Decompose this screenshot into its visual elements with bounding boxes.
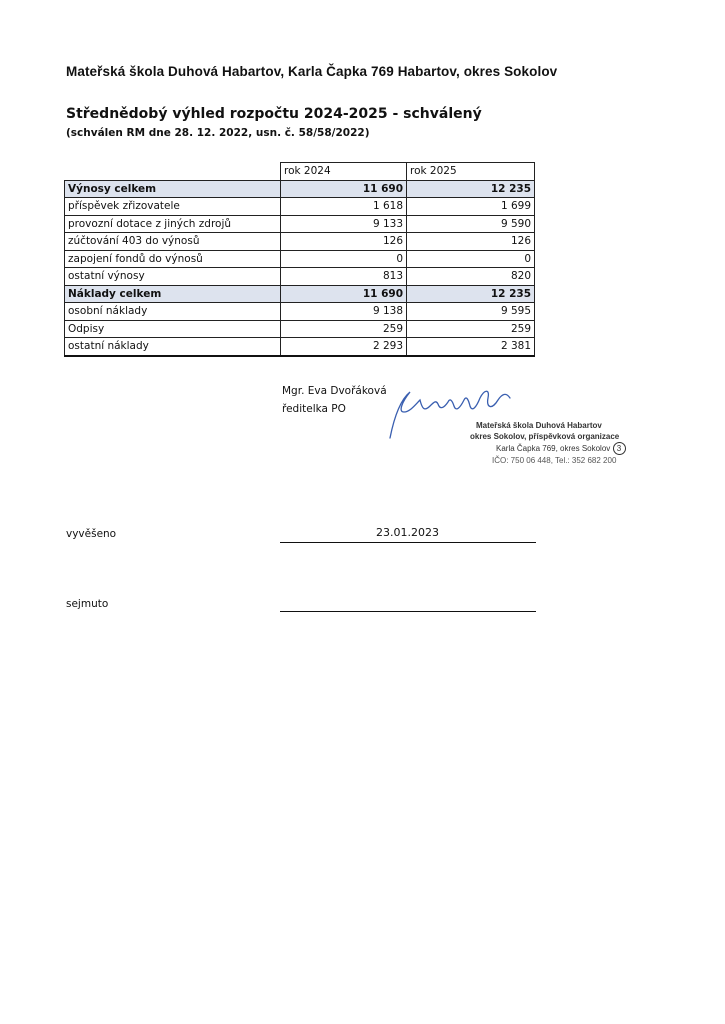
table-row (65, 320, 535, 338)
row-value-2024: 0 (281, 250, 407, 268)
table-row (65, 250, 535, 268)
row-label: osobní náklady (65, 303, 281, 321)
row-label: Odpisy (65, 320, 281, 338)
stamp-line: IČO: 750 06 448, Tel.: 352 682 200 (492, 456, 617, 465)
row-value-2025: 12 235 (407, 180, 535, 198)
table-row (65, 338, 535, 356)
row-label: ostatní náklady (65, 338, 281, 356)
stamp-number (613, 442, 626, 455)
row-value-2025: 259 (407, 320, 535, 338)
official-stamp (470, 420, 626, 466)
removed-line (280, 611, 536, 612)
table-row (65, 215, 535, 233)
row-value-2025: 0 (407, 250, 535, 268)
table-header-empty (65, 163, 281, 181)
row-value-2024: 9 138 (281, 303, 407, 321)
row-label: provozní dotace z jiných zdrojů (65, 215, 281, 233)
stamp-line (470, 442, 626, 455)
stamp-line: okres Sokolov, příspěvková organizace (470, 432, 620, 441)
row-value-2024: 9 133 (281, 215, 407, 233)
row-value-2024: 2 293 (281, 338, 407, 356)
row-value-2024: 259 (281, 320, 407, 338)
table-header-row (65, 163, 535, 181)
signatory-name: Mgr. Eva Dvořáková (282, 385, 387, 397)
row-value-2025: 1 699 (407, 198, 535, 216)
row-value-2025: 126 (407, 233, 535, 251)
row-value-2024: 11 690 (281, 285, 407, 303)
posted-line (280, 542, 536, 543)
row-label: zapojení fondů do výnosů (65, 250, 281, 268)
row-label: příspěvek zřizovatele (65, 198, 281, 216)
signatory-role: ředitelka PO (282, 403, 346, 415)
document-subtitle: (schválen RM dne 28. 12. 2022, usn. č. 58/58/2022) (66, 127, 370, 139)
stamp-number-text: 3 (616, 444, 622, 453)
table-row (65, 268, 535, 286)
table-header-cell: rok 2024 (281, 163, 407, 181)
table-header-cell: rok 2025 (407, 163, 535, 181)
row-value-2025: 12 235 (407, 285, 535, 303)
budget-table (64, 162, 535, 357)
row-label: Výnosy celkem (65, 180, 281, 198)
posted-date: 23.01.2023 (376, 526, 439, 539)
stamp-line: Mateřská škola Duhová Habartov (476, 421, 602, 430)
row-label: ostatní výnosy (65, 268, 281, 286)
table-row (65, 303, 535, 321)
row-value-2024: 813 (281, 268, 407, 286)
table-row (65, 198, 535, 216)
removed-label: sejmuto (66, 598, 109, 610)
document-title: Střednědobý výhled rozpočtu 2024-2025 - schválený (66, 106, 482, 122)
row-value-2025: 2 381 (407, 338, 535, 356)
table-row (65, 285, 535, 303)
row-value-2025: 820 (407, 268, 535, 286)
row-value-2025: 9 595 (407, 303, 535, 321)
row-value-2024: 126 (281, 233, 407, 251)
organization-header: Mateřská škola Duhová Habartov, Karla Čapka 769 Habartov, okres Sokolov (66, 64, 558, 79)
row-value-2025: 9 590 (407, 215, 535, 233)
table-row (65, 233, 535, 251)
row-label: zúčtování 403 do výnosů (65, 233, 281, 251)
table-row (65, 180, 535, 198)
row-value-2024: 11 690 (281, 180, 407, 198)
row-label: Náklady celkem (65, 285, 281, 303)
stamp-address: Karla Čapka 769, okres Sokolov (496, 444, 611, 453)
posted-label: vyvěšeno (66, 528, 117, 540)
row-value-2024: 1 618 (281, 198, 407, 216)
